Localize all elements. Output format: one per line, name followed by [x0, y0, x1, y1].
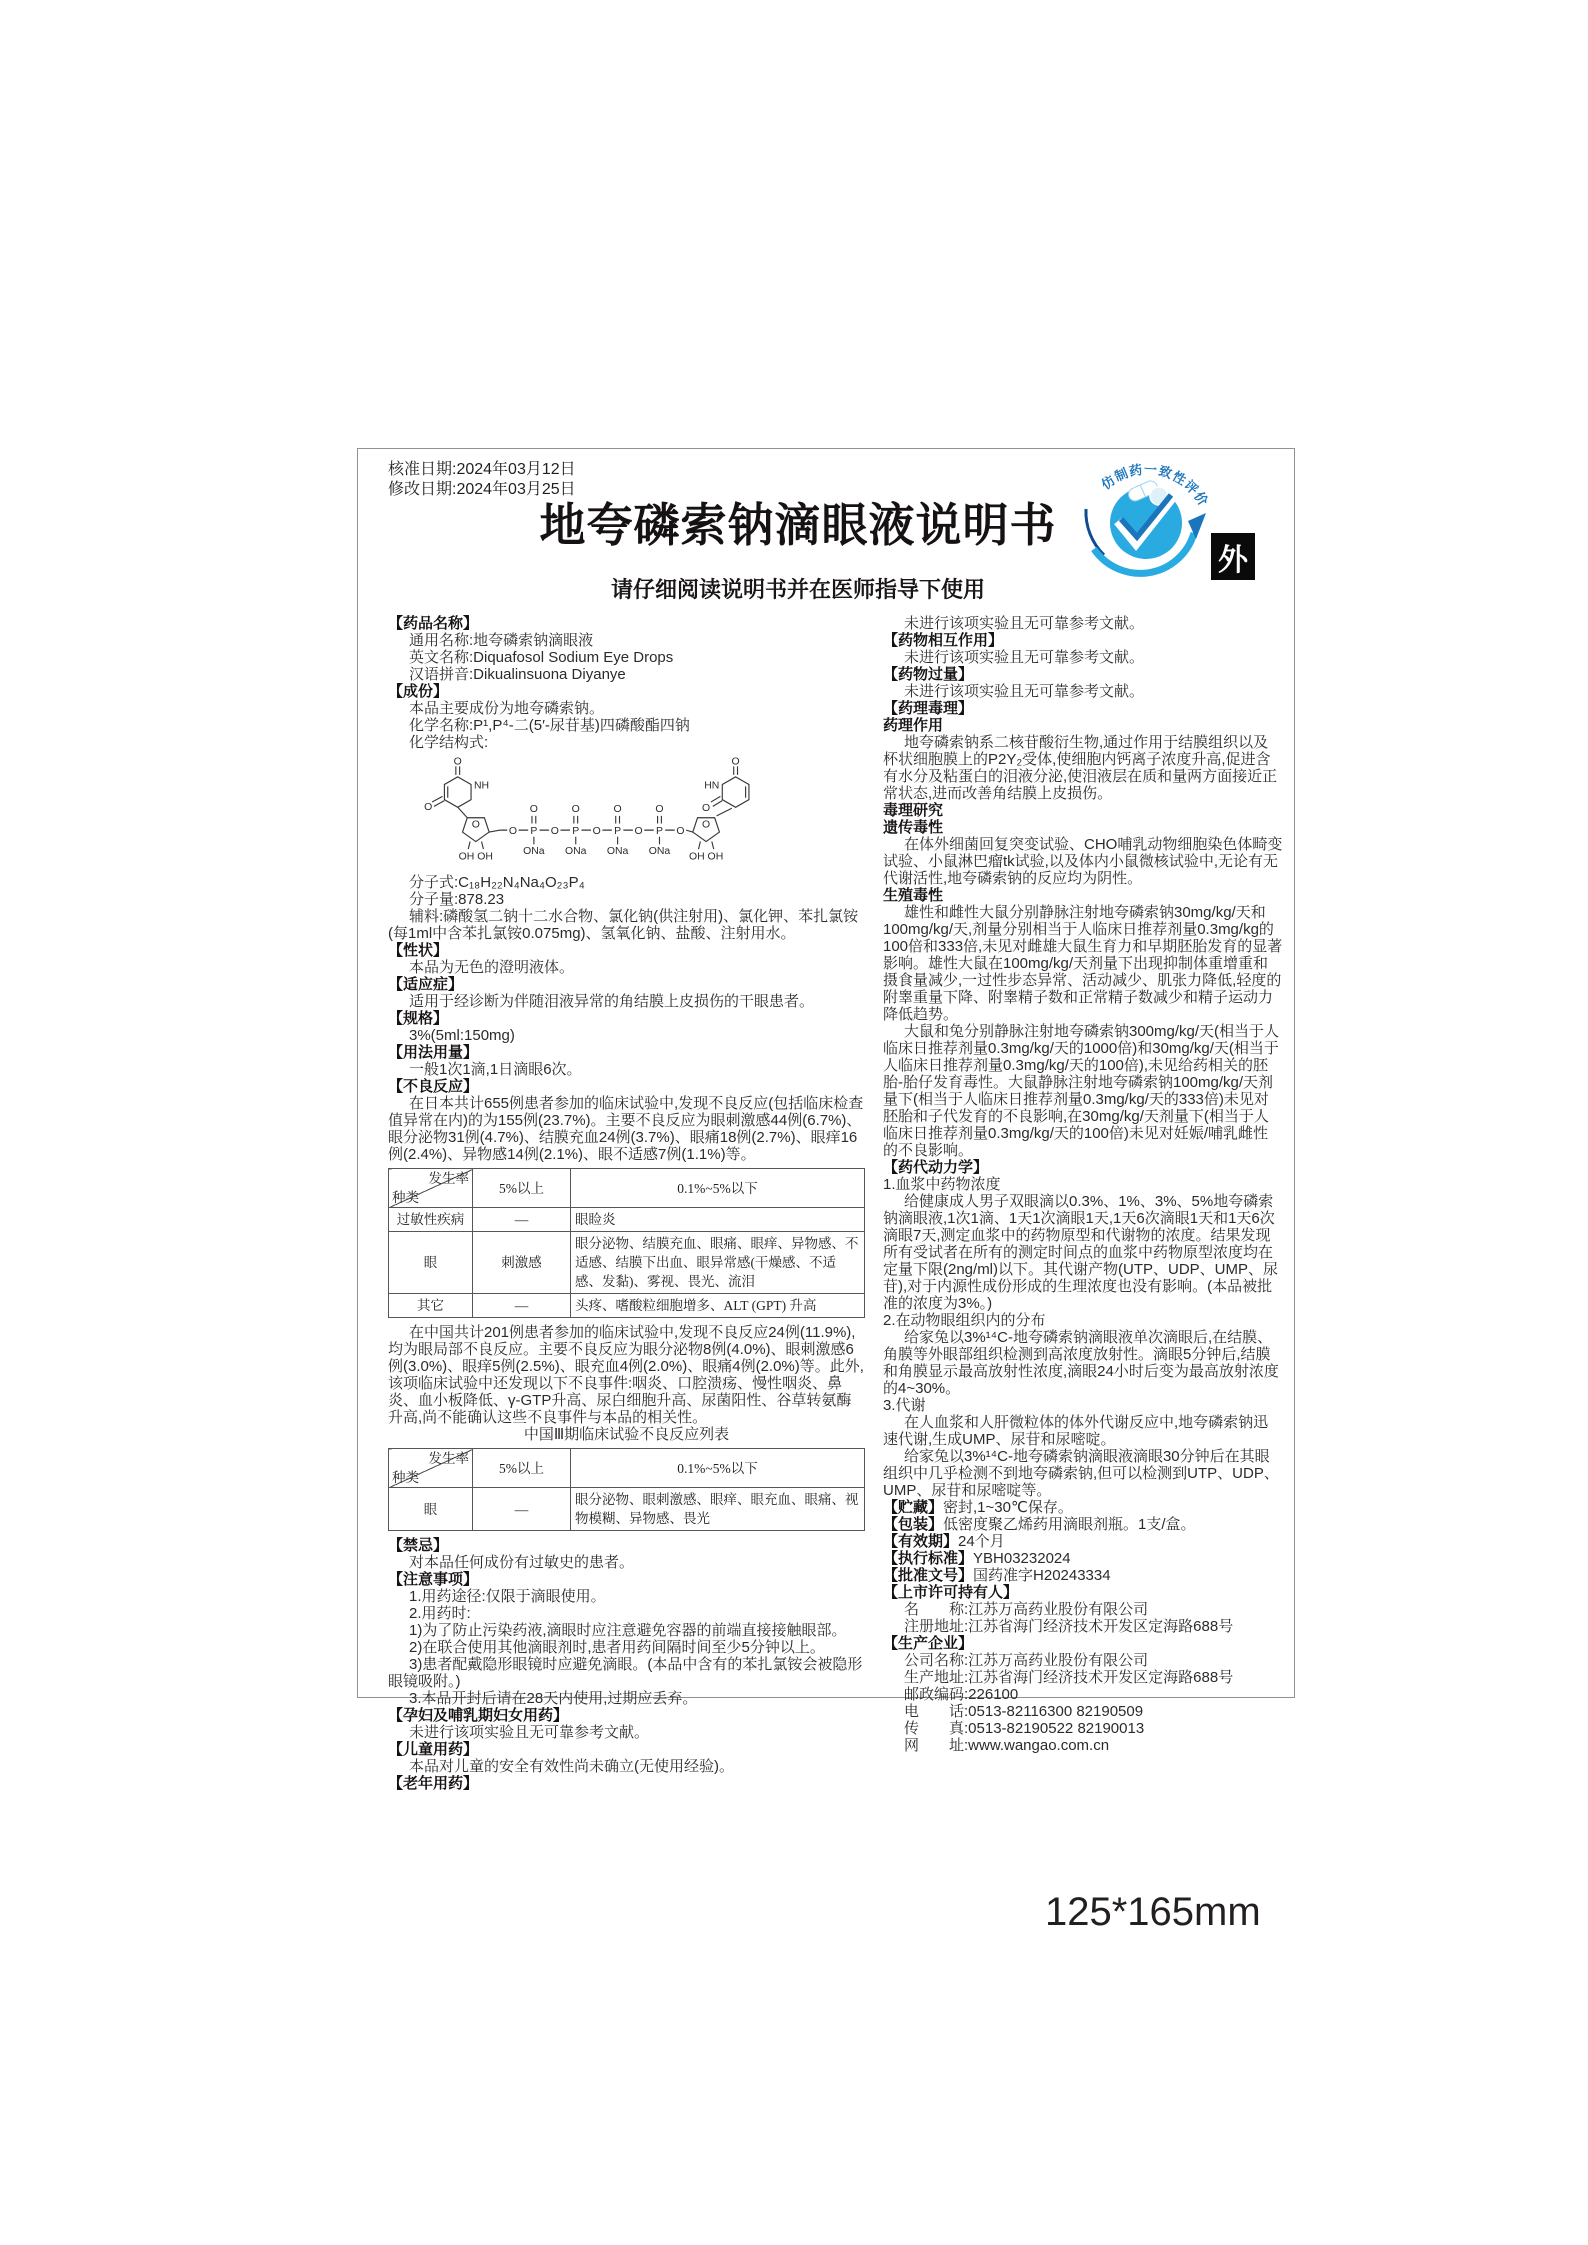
section-header: 【药物相互作用】 — [883, 632, 1004, 649]
table-row — [389, 1294, 865, 1318]
inline-section-header: 【有效期】 — [883, 1533, 959, 1550]
atom-label: O — [613, 804, 622, 816]
corner-label-rate: 发生率 — [428, 1171, 469, 1186]
table-header-cell: 0.1%~5%以下 — [571, 1169, 865, 1208]
atom-label: ONa — [648, 845, 671, 857]
table-cell: 头疼、嗜酸粒细胞增多、ALT (GPT) 升高 — [571, 1294, 865, 1318]
table-cell: 眼 — [389, 1488, 473, 1531]
table-cell: — — [473, 1488, 571, 1531]
sub-header: 生殖毒性 — [883, 887, 944, 904]
section-header: 【用法用量】 — [388, 1044, 479, 1061]
table-cell: — — [473, 1294, 571, 1318]
paragraph: 通用名称:地夸磷索钠滴眼液 — [409, 632, 594, 649]
table-cell: 其它 — [389, 1294, 473, 1318]
section-header: 【上市许可持有人】 — [883, 1584, 1019, 1601]
inline-section-header: 【执行标准】 — [883, 1550, 974, 1567]
inline-section — [883, 1533, 1283, 1550]
atom-label: NH — [473, 780, 490, 792]
atom-label: O — [424, 802, 433, 814]
section-header: 【注意事项】 — [388, 1571, 479, 1588]
table-row — [389, 1208, 865, 1232]
adverse-reaction-table — [388, 1168, 865, 1318]
paragraph: 汉语拼音:Dikualinsuona Diyanye — [409, 666, 626, 683]
paragraph: 未进行该项实验且无可靠参考文献。 — [904, 649, 1145, 666]
paragraph: 3%(5ml:150mg) — [409, 1027, 515, 1044]
paragraph: 2)在联合使用其他滴眼剂时,患者用药间隔时间至少5分钟以上。 — [409, 1639, 825, 1656]
section-header: 【规格】 — [388, 1010, 449, 1027]
page-subtitle: 请仔细阅读说明书并在医师指导下使用 — [610, 577, 985, 602]
paragraph: 本品对儿童的安全有效性尚未确立(无使用经验)。 — [409, 1758, 734, 1775]
atom-label: O — [731, 756, 740, 768]
date-block — [388, 460, 576, 500]
corner-label-type: 种类 — [392, 1190, 419, 1205]
paragraph: 适用于经诊断为伴随泪液异常的角结膜上皮损伤的干眼患者。 — [409, 993, 815, 1010]
atom-label: O — [529, 804, 538, 816]
inline-section — [883, 1499, 1283, 1516]
badge-dark-arc — [1086, 509, 1104, 555]
paragraph: 在体外细菌回复突变试验、CHO哺乳动物细胞染色体畸变试验、小鼠淋巴瘤tk试验,以及体内小鼠微核试验中,无论有无代谢活性,地夸磷索钠的反应均为阴性。 — [883, 836, 1283, 887]
inline-section-header: 【贮藏】 — [883, 1499, 944, 1516]
paragraph: 传 真:0513-82190522 82190013 — [904, 1720, 1145, 1737]
paragraph: 地夸磷索钠系二核苷酸衍生物,通过作用于结膜组织以及杯状细胞膜上的P2Y₂受体,使细胞内钙离子浓度升高,促进含有水分及粘蛋白的泪液分泌,使泪液层在质和量两方面接近正常状态,进而改善角结膜上皮损伤。 — [883, 734, 1278, 802]
atom-label: O — [571, 804, 580, 816]
external-use-mark-box — [1211, 533, 1255, 580]
paragraph: 2.用药时: — [409, 1605, 471, 1622]
atom-label: P — [614, 825, 622, 837]
paragraph: 给家兔以3%¹⁴C-地夸磷索钠滴眼液滴眼30分钟后在其眼组织中几乎检测不到地夸磷索钠,但可以检测到UTP、UDP、UMP、尿苷和尿嘧啶等。 — [883, 1448, 1279, 1499]
external-use-mark: 外 — [1218, 543, 1248, 577]
section-header: 【性状】 — [388, 942, 449, 959]
paragraph: 辅料:磷酸氢二钠十二水合物、氯化钠(供注射用)、氯化钾、苯扎氯铵(每1ml中含苯扎氯铵0.075mg)、氢氧化钠、盐酸、注射用水。 — [388, 908, 859, 942]
section-header: 【禁忌】 — [388, 1537, 449, 1554]
inline-section-text: 24个月 — [958, 1533, 1005, 1550]
atom-label: ONa — [523, 845, 545, 857]
table-cell: 眼分泌物、眼刺激感、眼痒、眼充血、眼痛、视物模糊、异物感、畏光 — [571, 1488, 865, 1531]
print-size-note: 125*165mm — [1045, 1890, 1261, 1934]
paragraph: 本品主要成份为地夸磷索钠。 — [409, 700, 605, 717]
sub-header: 毒理研究 — [883, 802, 944, 819]
inline-section — [883, 1550, 1283, 1567]
diagonal-header-cell — [389, 1449, 473, 1488]
paragraph: 邮政编码:226100 — [904, 1686, 1019, 1703]
table-header-row — [389, 1169, 865, 1208]
right-column — [883, 615, 1283, 1754]
paragraph: 3.代谢 — [883, 1397, 926, 1414]
atom-label: ONa — [606, 845, 629, 857]
table-header-cell: 5%以上 — [473, 1169, 571, 1208]
section-header: 【药物过量】 — [883, 666, 974, 683]
table-cell: 眼 — [389, 1232, 473, 1294]
approval-date: 核准日期:2024年03月12日 — [388, 461, 576, 478]
revision-date: 修改日期:2024年03月25日 — [388, 481, 576, 498]
paragraph: 对本品任何成份有过敏史的患者。 — [409, 1554, 635, 1571]
section-header: 【药品名称】 — [388, 615, 479, 632]
paragraph: 1.用药途径:仅限于滴眼使用。 — [409, 1588, 606, 1605]
atom-label: ONa — [564, 845, 587, 857]
table-cell: 眼分泌物、结膜充血、眼痛、眼痒、异物感、不适感、结膜下出血、眼异常感(干燥感、不适感、发黏)、雾视、畏光、流泪 — [571, 1232, 865, 1294]
atom-label: P — [572, 825, 580, 837]
inline-section-header: 【包装】 — [883, 1516, 944, 1533]
atom-label: O — [471, 819, 480, 831]
paragraph: 未进行该项实验且无可靠参考文献。 — [904, 615, 1145, 632]
section-header: 【孕妇及哺乳期妇女用药】 — [388, 1707, 569, 1724]
atom-label: HN — [704, 780, 720, 792]
paragraph: 生产地址:江苏省海门经济技术开发区定海路688号 — [904, 1669, 1234, 1686]
paragraph: 公司名称:江苏万高药业股份有限公司 — [904, 1652, 1149, 1669]
table-header-row — [389, 1449, 865, 1488]
paragraph: 在人血浆和人肝微粒体的体外代谢反应中,地夸磷索钠迅速代谢,生成UMP、尿苷和尿嘧啶。 — [883, 1414, 1269, 1448]
paragraph: 未进行该项实验且无可靠参考文献。 — [904, 683, 1145, 700]
table-header-cell: 5%以上 — [473, 1449, 571, 1488]
left-column — [388, 615, 865, 1792]
atom-label: O — [453, 756, 462, 768]
paragraph: 大鼠和兔分别静脉注射地夸磷索钠300mg/kg/天(相当于人临床日推荐剂量0.3mg/kg/天的1000倍)和30mg/kg/天(相当于人临床日推荐剂量0.3mg/kg/天的100倍),未见给药相关的胚胎-胎仔发育毒性。大鼠静脉注射地夸磷索钠100mg/kg/天剂量下(相当于人临床日推荐剂量0.3mg/kg/天的333倍)未见对胚胎和子代发育的不良影响,在30mg/kg/天剂量下(相当于人临床日推荐剂量0.3mg/kg/天的100倍)未见对妊娠/哺乳雌性的不良影响。 — [883, 1023, 1280, 1159]
atom-label: O — [592, 825, 601, 837]
paragraph: 给家兔以3%¹⁴C-地夸磷索钠滴眼液单次滴眼后,在结膜、角膜等外眼部组织检测到高浓度放射性。滴眼5分钟后,结膜和角膜显示最高放射性浓度,滴眼24小时后变为最高放射浓度的4~30%。 — [883, 1329, 1279, 1397]
sub-header: 遗传毒性 — [883, 819, 944, 836]
section-header: 【不良反应】 — [388, 1078, 479, 1095]
sub-header: 药理作用 — [883, 717, 944, 734]
section-header: 【老年用药】 — [388, 1775, 479, 1792]
table-row — [389, 1488, 865, 1531]
paragraph: 在中国共计201例患者参加的临床试验中,发现不良反应24例(11.9%),均为眼局部不良反应。主要不良反应为眼分泌物8例(4.0%)、眼刺激感6例(3.0%)、眼痒5例(2.5%)、眼充血4例(2.0%)、眼痛4例(2.0%)等。此外,该项临床试验中还发现以下不良事件:咽炎、口腔溃疡、慢性咽炎、鼻炎、血小板降低、γ-GTP升高、尿白细胞升高、尿菌阳性、谷草转氨酶升高,尚不能确认这些不良事件与本品的相关性。 — [388, 1324, 864, 1426]
atom-label: P — [655, 825, 663, 837]
atom-label: O — [702, 803, 711, 815]
paragraph: 名 称:江苏万高药业股份有限公司 — [904, 1601, 1149, 1618]
content-columns — [388, 615, 1283, 1792]
section-header: 【成份】 — [388, 683, 449, 700]
inline-section-text: 国药准字H20243334 — [973, 1567, 1111, 1584]
table-cell: 眼睑炎 — [571, 1208, 865, 1232]
paragraph: 1)为了防止污染药液,滴眼时应注意避免容器的前端直接接触眼部。 — [409, 1622, 847, 1639]
paragraph: 3)患者配戴隐形眼镜时应避免滴眼。(本品中含有的苯扎氯铵会被隐形眼镜吸附。) — [388, 1656, 863, 1690]
paragraph: 分子量:878.23 — [409, 891, 505, 908]
atom-label: O — [655, 804, 664, 816]
inline-section-text: YBH03232024 — [973, 1550, 1071, 1567]
atom-label: OH OH — [458, 851, 493, 863]
chemical-structure — [400, 754, 865, 872]
paragraph: 给健康成人男子双眼滴以0.3%、1%、3%、5%地夸磷索钠滴眼液,1次1滴、1天1次滴眼1天,1天6次滴眼1天和1天6次滴眼7天,测定血浆中的药物原型和代谢物的浓度。结果发现所有受试者在所有的测定时间点的血浆中药物原型浓度均在定量下限(2ng/ml)以下。其代谢产物(UTP、UDP、UMP、尿苷),对于内源性成份形成的生理浓度也没有影响。(本品被批准的浓度为3%。) — [883, 1193, 1279, 1312]
section-header: 【儿童用药】 — [388, 1741, 479, 1758]
inline-section-text: 低密度聚乙烯药用滴眼剂瓶。1支/盒。 — [943, 1516, 1196, 1533]
atom-label: P — [530, 825, 538, 837]
table-cell: 刺激感 — [473, 1232, 571, 1294]
section-header: 【药代动力学】 — [883, 1159, 989, 1176]
badge-ring-text: 仿制药一致性评价 — [1098, 461, 1212, 510]
table-row — [389, 1232, 865, 1294]
paragraph: 2.在动物眼组织内的分布 — [883, 1312, 1046, 1329]
paragraph: 雄性和雌性大鼠分别静脉注射地夸磷索钠30mg/kg/天和100mg/kg/天,剂量分别相当于人临床日推荐剂量0.3mg/kg的100倍和333倍,未见对雌雄大鼠生育力和早期胚胎发育的显著影响。雄性大鼠在100mg/kg/天剂量下出现抑制体重增重和摄食量减少,一过性步态异常、活动减少、肌张力降低,轻度的附睾重量下降、附睾精子数和正常精子数减少和精子运动力降低趋势。 — [883, 904, 1283, 1023]
corner-label-rate: 发生率 — [428, 1451, 469, 1466]
paragraph: 分子式:C₁₈H₂₂N₄Na₄O₂₃P₄ — [409, 874, 585, 891]
atom-label: O — [702, 819, 711, 831]
consistency-evaluation-badge — [1074, 451, 1224, 586]
paragraph: 网 址:www.wangao.com.cn — [904, 1737, 1110, 1754]
package-insert — [357, 448, 1295, 1792]
paragraph: 化学结构式: — [409, 734, 489, 751]
paragraph: 3.本品开封后请在28天内使用,过期应丢弃。 — [409, 1690, 698, 1707]
atom-label: O — [634, 825, 643, 837]
atom-label: O — [508, 825, 518, 837]
table-cell: 过敏性疾病 — [389, 1208, 473, 1232]
paragraph: 在日本共计655例患者参加的临床试验中,发现不良反应(包括临床检查值异常在内)的为155例(23.7%)。主要不良反应为眼刺激感44例(6.7%)、眼分泌物31例(4.7%)、结膜充血24例(3.7%)、眼痛18例(2.7%)、眼痒16例(2.4%)、异物感14例(2.1%)、眼不适感7例(1.1%)等。 — [388, 1095, 864, 1163]
atom-label: OH OH — [688, 851, 724, 863]
paragraph: 英文名称:Diquafosol Sodium Eye Drops — [409, 649, 674, 666]
paragraph: 未进行该项实验且无可靠参考文献。 — [409, 1724, 650, 1741]
section-header: 【生产企业】 — [883, 1635, 974, 1652]
section-header: 【适应症】 — [388, 976, 464, 993]
corner-label-type: 种类 — [392, 1470, 419, 1485]
diagonal-header-cell — [389, 1169, 473, 1208]
section-header: 【药理毒理】 — [883, 700, 974, 717]
table-caption: 中国Ⅲ期临床试验不良反应列表 — [523, 1426, 730, 1443]
inline-section — [883, 1567, 1283, 1584]
paragraph: 注册地址:江苏省海门经济技术开发区定海路688号 — [904, 1618, 1234, 1635]
table-header-cell: 0.1%~5%以下 — [571, 1449, 865, 1488]
table-cell: — — [473, 1208, 571, 1232]
paragraph: 一般1次1滴,1日滴眼6次。 — [409, 1061, 582, 1078]
adverse-reaction-table — [388, 1448, 865, 1531]
inline-section-header: 【批准文号】 — [883, 1567, 974, 1584]
inline-section-text: 密封,1~30℃保存。 — [943, 1499, 1073, 1516]
page-title: 地夸磷索钠滴眼液说明书 — [539, 499, 1057, 551]
atom-label: O — [676, 825, 685, 837]
paragraph: 本品为无色的澄明液体。 — [409, 959, 575, 976]
paragraph: 1.血浆中药物浓度 — [883, 1176, 1001, 1193]
atom-label: O — [550, 825, 559, 837]
paragraph: 电 话:0513-82116300 82190509 — [904, 1703, 1144, 1720]
paragraph: 化学名称:P¹,P⁴-二(5′-尿苷基)四磷酸酯四钠 — [409, 717, 690, 734]
inline-section — [883, 1516, 1283, 1533]
